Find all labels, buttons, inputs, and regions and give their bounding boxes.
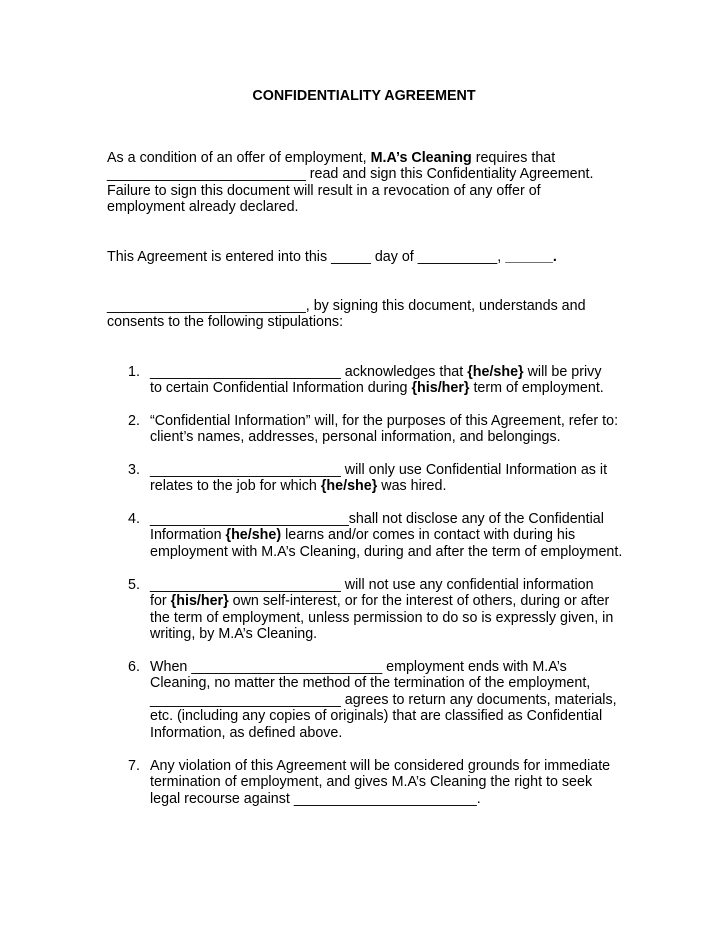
item-line: ________________________ will only use Confidential Information as it [150,462,608,478]
item-line: When ________________________ employment ends with M.A’s [150,659,567,675]
item-line [150,527,630,543]
item-text [150,511,630,560]
pronoun-placeholder: {he/she) [225,527,282,544]
item-line: Information, as defined above. [150,724,343,741]
item-text-part: to certain Confidential Information during [150,380,412,397]
item-line: writing, by M.A’s Cleaning. [150,626,318,643]
item-line: ________________________ agrees to return any documents, materials, [150,691,617,708]
item-number: 4. [128,511,140,527]
item-line: Any violation of this Agreement will be considered grounds for immediate [150,758,611,774]
item-line: client’s names, addresses, personal information, and belongings. [150,429,561,446]
item-line [150,593,630,609]
item-line: legal recourse against _______________________. [150,790,481,807]
pronoun-placeholder: {he/she} [467,364,524,380]
item-text-part: term of employment. [469,380,604,397]
intro-text: requires that [471,150,556,166]
item-line: termination of employment, and gives M.A’s Cleaning the right to seek [150,774,593,791]
item-number: 6. [128,659,140,675]
item-line: “Confidential Information” will, for the purposes of this Agreement, refer to: [150,413,619,429]
item-text-part: Information [150,527,226,544]
item-text-part: relates to the job for which [150,478,321,495]
intro-line-2: _________________________ read and sign this Confidentiality Agreement. [107,166,594,183]
item-text [150,659,630,741]
item-line: the term of employment, unless permission to do so is expressly given, in [150,609,614,626]
item-number: 5. [128,577,140,593]
item-text [150,462,630,495]
item-line [150,380,630,396]
intro-text: As a condition of an offer of employment, [107,150,371,166]
year-blank: ______. [505,249,557,265]
item-text-part: for [150,593,171,610]
pronoun-placeholder: {his/her} [411,380,470,397]
item-text [150,364,630,397]
item-number: 3. [128,462,140,478]
intro-paragraph [107,150,607,216]
signing-paragraph [107,298,607,331]
signing-line-1: _________________________, by signing this document, understands and [107,298,586,314]
entered-line [107,249,607,265]
item-text [150,413,630,446]
item-line: ________________________ will not use any confidential information [150,577,594,593]
intro-line-4: employment already declared. [107,199,299,216]
item-text-part: ________________________ acknowledges that [150,364,468,380]
item-text-part: was hired. [377,478,447,495]
item-number: 7. [128,758,140,774]
item-text-part: own self-interest, or for the interest of others, during or after [228,593,610,610]
document-title: CONFIDENTIALITY AGREEMENT [252,88,476,104]
intro-line-3: Failure to sign this document will result in a revocation of any offer of [107,182,541,199]
company-name: M.A’s Cleaning [370,150,472,166]
item-text [150,758,630,807]
item-line: _________________________shall not disclose any of the Confidential [150,511,604,527]
item-line: etc. (including any copies of originals) that are classified as Confidential [150,708,603,725]
item-line: Cleaning, no matter the method of the termination of the employment, [150,675,591,692]
item-line: employment with M.A’s Cleaning, during and after the term of employment. [150,543,623,560]
signing-line-2: consents to the following stipulations: [107,314,344,331]
item-line [150,478,630,494]
item-number: 2. [128,413,140,429]
pronoun-placeholder: {he/she} [320,478,378,495]
entered-text: This Agreement is entered into this _____ day of __________, [107,249,506,265]
item-line [150,364,630,380]
item-text-part: learns and/or comes in contact with during his [281,527,576,544]
pronoun-placeholder: {his/her} [170,593,229,610]
intro-line-1 [107,150,607,166]
entered-paragraph [107,249,607,265]
item-text-part: will be privy [523,364,602,380]
item-number: 1. [128,364,140,380]
item-text [150,577,630,643]
